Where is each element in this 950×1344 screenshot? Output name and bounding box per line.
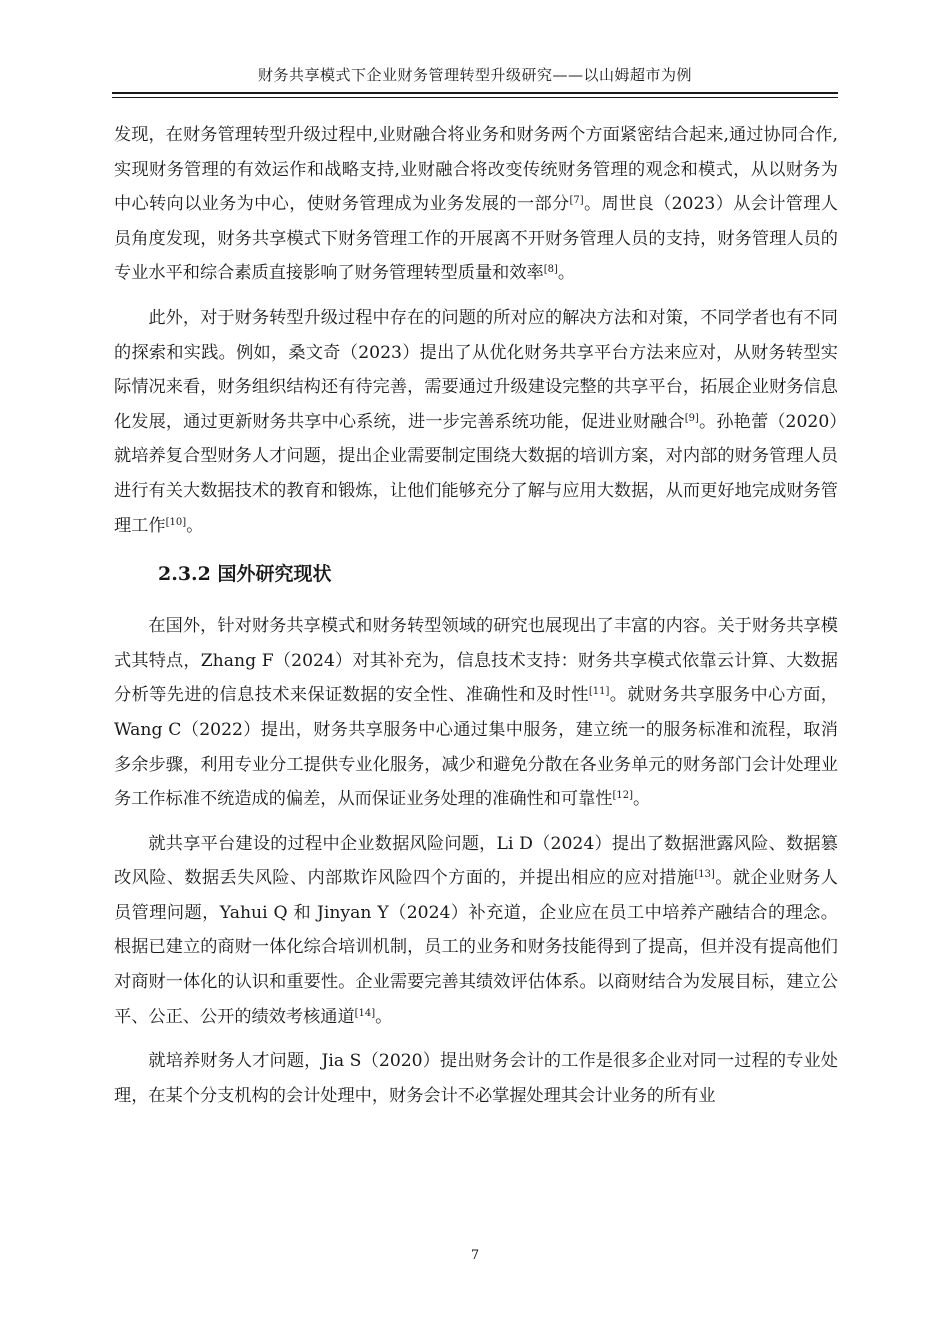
paragraph — [114, 609, 838, 817]
citation-marker: [11] — [588, 686, 610, 698]
text-run: 。孙艳蕾（2020）就培养复合型财务人才问题，提出企业需要制定围绕大数据的培训方案，对内部的财务管理人员进行有关大数据技术的教育和锻炼，让他们能够充分了解与应用大数据，从而更好地完成财务管理工作 — [114, 411, 838, 536]
paragraph — [114, 301, 838, 543]
citation-marker: [10] — [165, 516, 187, 528]
text-run: 。 — [632, 789, 651, 810]
body-text — [114, 118, 838, 1123]
paragraph — [114, 118, 838, 291]
header-rule-thick — [112, 92, 838, 94]
running-header: 财务共享模式下企业财务管理转型升级研究——以山姆超市为例 — [257, 66, 692, 84]
text-run: 。 — [557, 263, 576, 284]
citation-marker: [7] — [569, 195, 584, 207]
text-run: 就培养财务人才问题，Jia S（2020）提出财务会计的工作是很多企业对同一过程的专业处理，在某个分支机构的会计处理中，财务会计不必掌握处理其会计业务的所有业 — [114, 1051, 838, 1106]
text-run: 。就财务共享服务中心方面，Wang C（2022）提出，财务共享服务中心通过集中服务，建立统一的服务标准和流程，取消多余步骤，利用专业分工提供专业化服务，减少和避免分散在各业务单元的财务部门会计处理业务工作标准不统造成的偏差，从而保证业务处理的准确性和可靠性 — [114, 685, 838, 810]
citation-marker: [13] — [694, 869, 715, 881]
text-run: 。周世良（2023）从会计管理人员角度发现，财务共享模式下财务管理工作的开展离不开财务管理人员的支持，财务管理人员的专业水平和综合素质直接影响了财务管理转型质量和效率 — [114, 194, 838, 284]
text-run: 。 — [186, 515, 204, 536]
text-run: 发现，在财务管理转型升级过程中,业财融合将业务和财务两个方面紧密结合起来,通过协同合作,实现财务管理的有效运作和战略支持,业财融合将改变传统财务管理的观念和模式，从以财务为中心转向以业务为中心，使财务管理成为业务发展的一部分 — [114, 125, 838, 215]
paragraph — [114, 1044, 838, 1113]
citation-marker: [14] — [354, 1007, 376, 1019]
citation-marker: [9] — [684, 412, 699, 424]
section-heading: 2.3.2 国外研究现状 — [158, 563, 332, 586]
text-run: 。就企业财务人员管理问题，Yahui Q 和 Jinyan Y（2024）补充道，企业应在员工中培养产融结合的理念。根据已建立的商财一体化综合培训机制，员工的业务和财务技能得到了提高，但并没有提高他们对商财一体化的认识和重要性。企业需要完善其绩效评估体系。以商财结合为发展目标，建立公平、公正、公开的绩效考核通道 — [114, 868, 838, 1027]
text-run: 此外，对于财务转型升级过程中存在的问题的所对应的解决方法和对策，不同学者也有不同的探索和实践。例如，桑文奇（2023）提出了从优化财务共享平台方法来应对，从财务转型实际情况来看，财务组织结构还有待完善，需要通过升级建设完整的共享平台，拓展企业财务信息化发展，通过更新财务共享中心系统，进一步完善系统功能，促进业财融合 — [114, 307, 838, 432]
header-rule-thin — [112, 97, 838, 98]
text-run: 就共享平台建设的过程中企业数据风险问题，Li D（2024）提出了数据泄露风险、数据篡改风险、数据丢失风险、内部欺诈风险四个方面的，并提出相应的应对措施 — [114, 833, 838, 889]
page-number: 7 — [470, 1248, 480, 1263]
text-run: 在国外，针对财务共享模式和财务转型领域的研究也展现出了丰富的内容。关于财务共享模式其特点，Zhang F（2024）对其补充为，信息技术支持：财务共享模式依靠云计算、大数据分析等先进的信息技术来保证数据的安全性、准确性和及时性 — [114, 616, 838, 706]
citation-marker: [12] — [612, 790, 633, 802]
text-run: 。 — [375, 1006, 393, 1027]
citation-marker: [8] — [543, 264, 558, 276]
paragraph — [114, 827, 838, 1035]
